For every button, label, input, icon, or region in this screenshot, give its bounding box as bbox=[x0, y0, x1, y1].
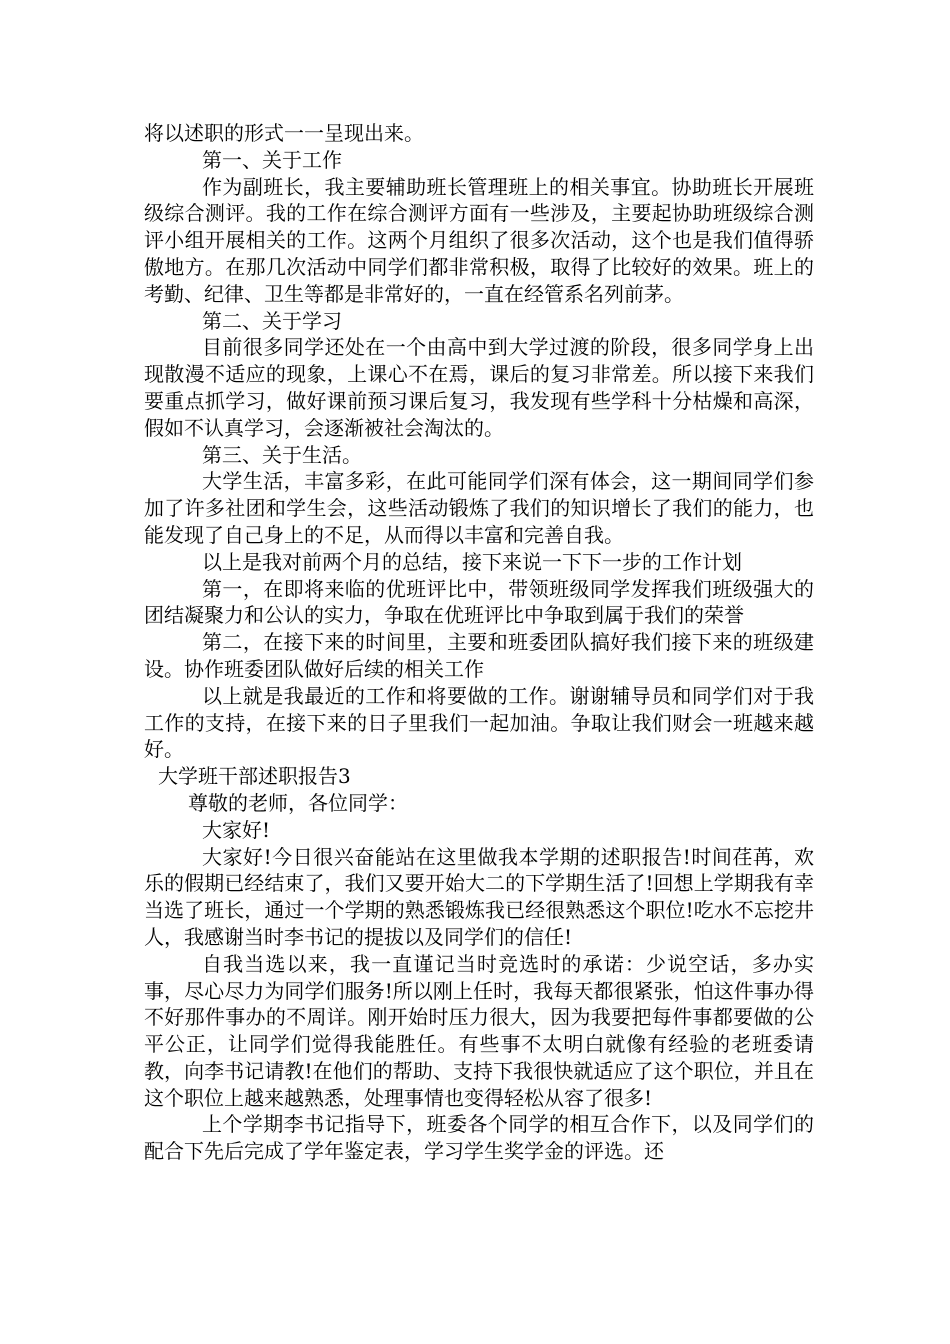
paragraph: 目前很多同学还处在一个由高中到大学过渡的阶段，很多同学身上出现散漫不适应的现象，上课心不在焉，课后的复习非常差。所以接下来我们要重点抓学习，做好课前预习课后复习，我发现有些学科十分枯燥和高深，假如不认真学习，会逐渐被社会淘汰的。 bbox=[144, 335, 814, 440]
salutation: 尊敬的老师，各位同学： bbox=[188, 790, 408, 815]
paragraph: 大家好!今日很兴奋能站在这里做我本学期的述职报告!时间荏苒，欢乐的假期已经结束了，我们又要开始大二的下学期生活了!回想上学期我有幸当选了班长，通过一个学期的熟悉锻炼我已经很熟悉这个职位!吃水不忘挖井人，我感谢当时李书记的提拔以及同学们的信任! bbox=[144, 844, 814, 949]
greeting: 大家好! bbox=[202, 817, 271, 842]
paragraph: 第二，在接下来的时间里，主要和班委团队搞好我们接下来的班级建设。协作班委团队做好后续的相关工作 bbox=[144, 630, 814, 681]
section-heading: 第二、关于学习 bbox=[202, 308, 342, 333]
section-heading: 第一、关于工作 bbox=[202, 147, 342, 172]
paragraph: 上个学期李书记指导下，班委各个同学的相互合作下，以及同学们的配合下先后完成了学年鉴定表，学习学生奖学金的评选。还 bbox=[144, 1112, 814, 1164]
paragraph: 以上是我对前两个月的总结，接下来说一下下一步的工作计划 bbox=[202, 549, 742, 574]
paragraph: 自我当选以来，我一直谨记当时竞选时的承诺：少说空话，多办实事，尽心尽力为同学们服务!所以刚上任时，我每天都很紧张，怕这件事办得不好那件事办的不周详。刚开始时压力很大，因为我要把每件事都要做的公平公正，让同学们觉得我能胜任。有些事不太明白就像有经验的老班委请教，向李书记请教!在他们的帮助、支持下我很快就适应了这个职位，并且在这个职位上越来越熟悉，处理事情也变得轻松从容了很多! bbox=[144, 951, 814, 1110]
paragraph: 以上就是我最近的工作和将要做的工作。谢谢辅导员和同学们对于我工作的支持，在接下来的日子里我们一起加油。争取让我们财会一班越来越好。 bbox=[144, 683, 814, 762]
report-title: 大学班干部述职报告3 bbox=[158, 764, 351, 789]
paragraph: 作为副班长，我主要辅助班长管理班上的相关事宜。协助班长开展班级综合测评。我的工作在综合测评方面有一些涉及，主要起协助班级综合测评小组开展相关的工作。这两个月组织了很多次活动，这个也是我们值得骄傲地方。在那几次活动中同学们都非常积极，取得了比较好的效果。班上的考勤、纪律、卫生等都是非常好的，一直在经管系名列前茅。 bbox=[144, 174, 814, 306]
document-body bbox=[144, 120, 814, 1165]
paragraph: 大学生活，丰富多彩，在此可能同学们深有体会，这一期间同学们参加了许多社团和学生会，这些活动锻炼了我们的知识增长了我们的能力，也能发现了自己身上的不足，从而得以丰富和完善自我。 bbox=[144, 469, 814, 547]
paragraph: 将以述职的形式一一呈现出来。 bbox=[144, 121, 424, 145]
section-heading: 第三、关于生活。 bbox=[202, 442, 362, 467]
paragraph: 第一，在即将来临的优班评比中，带领班级同学发挥我们班级强大的团结凝聚力和公认的实力，争取在优班评比中争取到属于我们的荣誉 bbox=[144, 576, 814, 628]
